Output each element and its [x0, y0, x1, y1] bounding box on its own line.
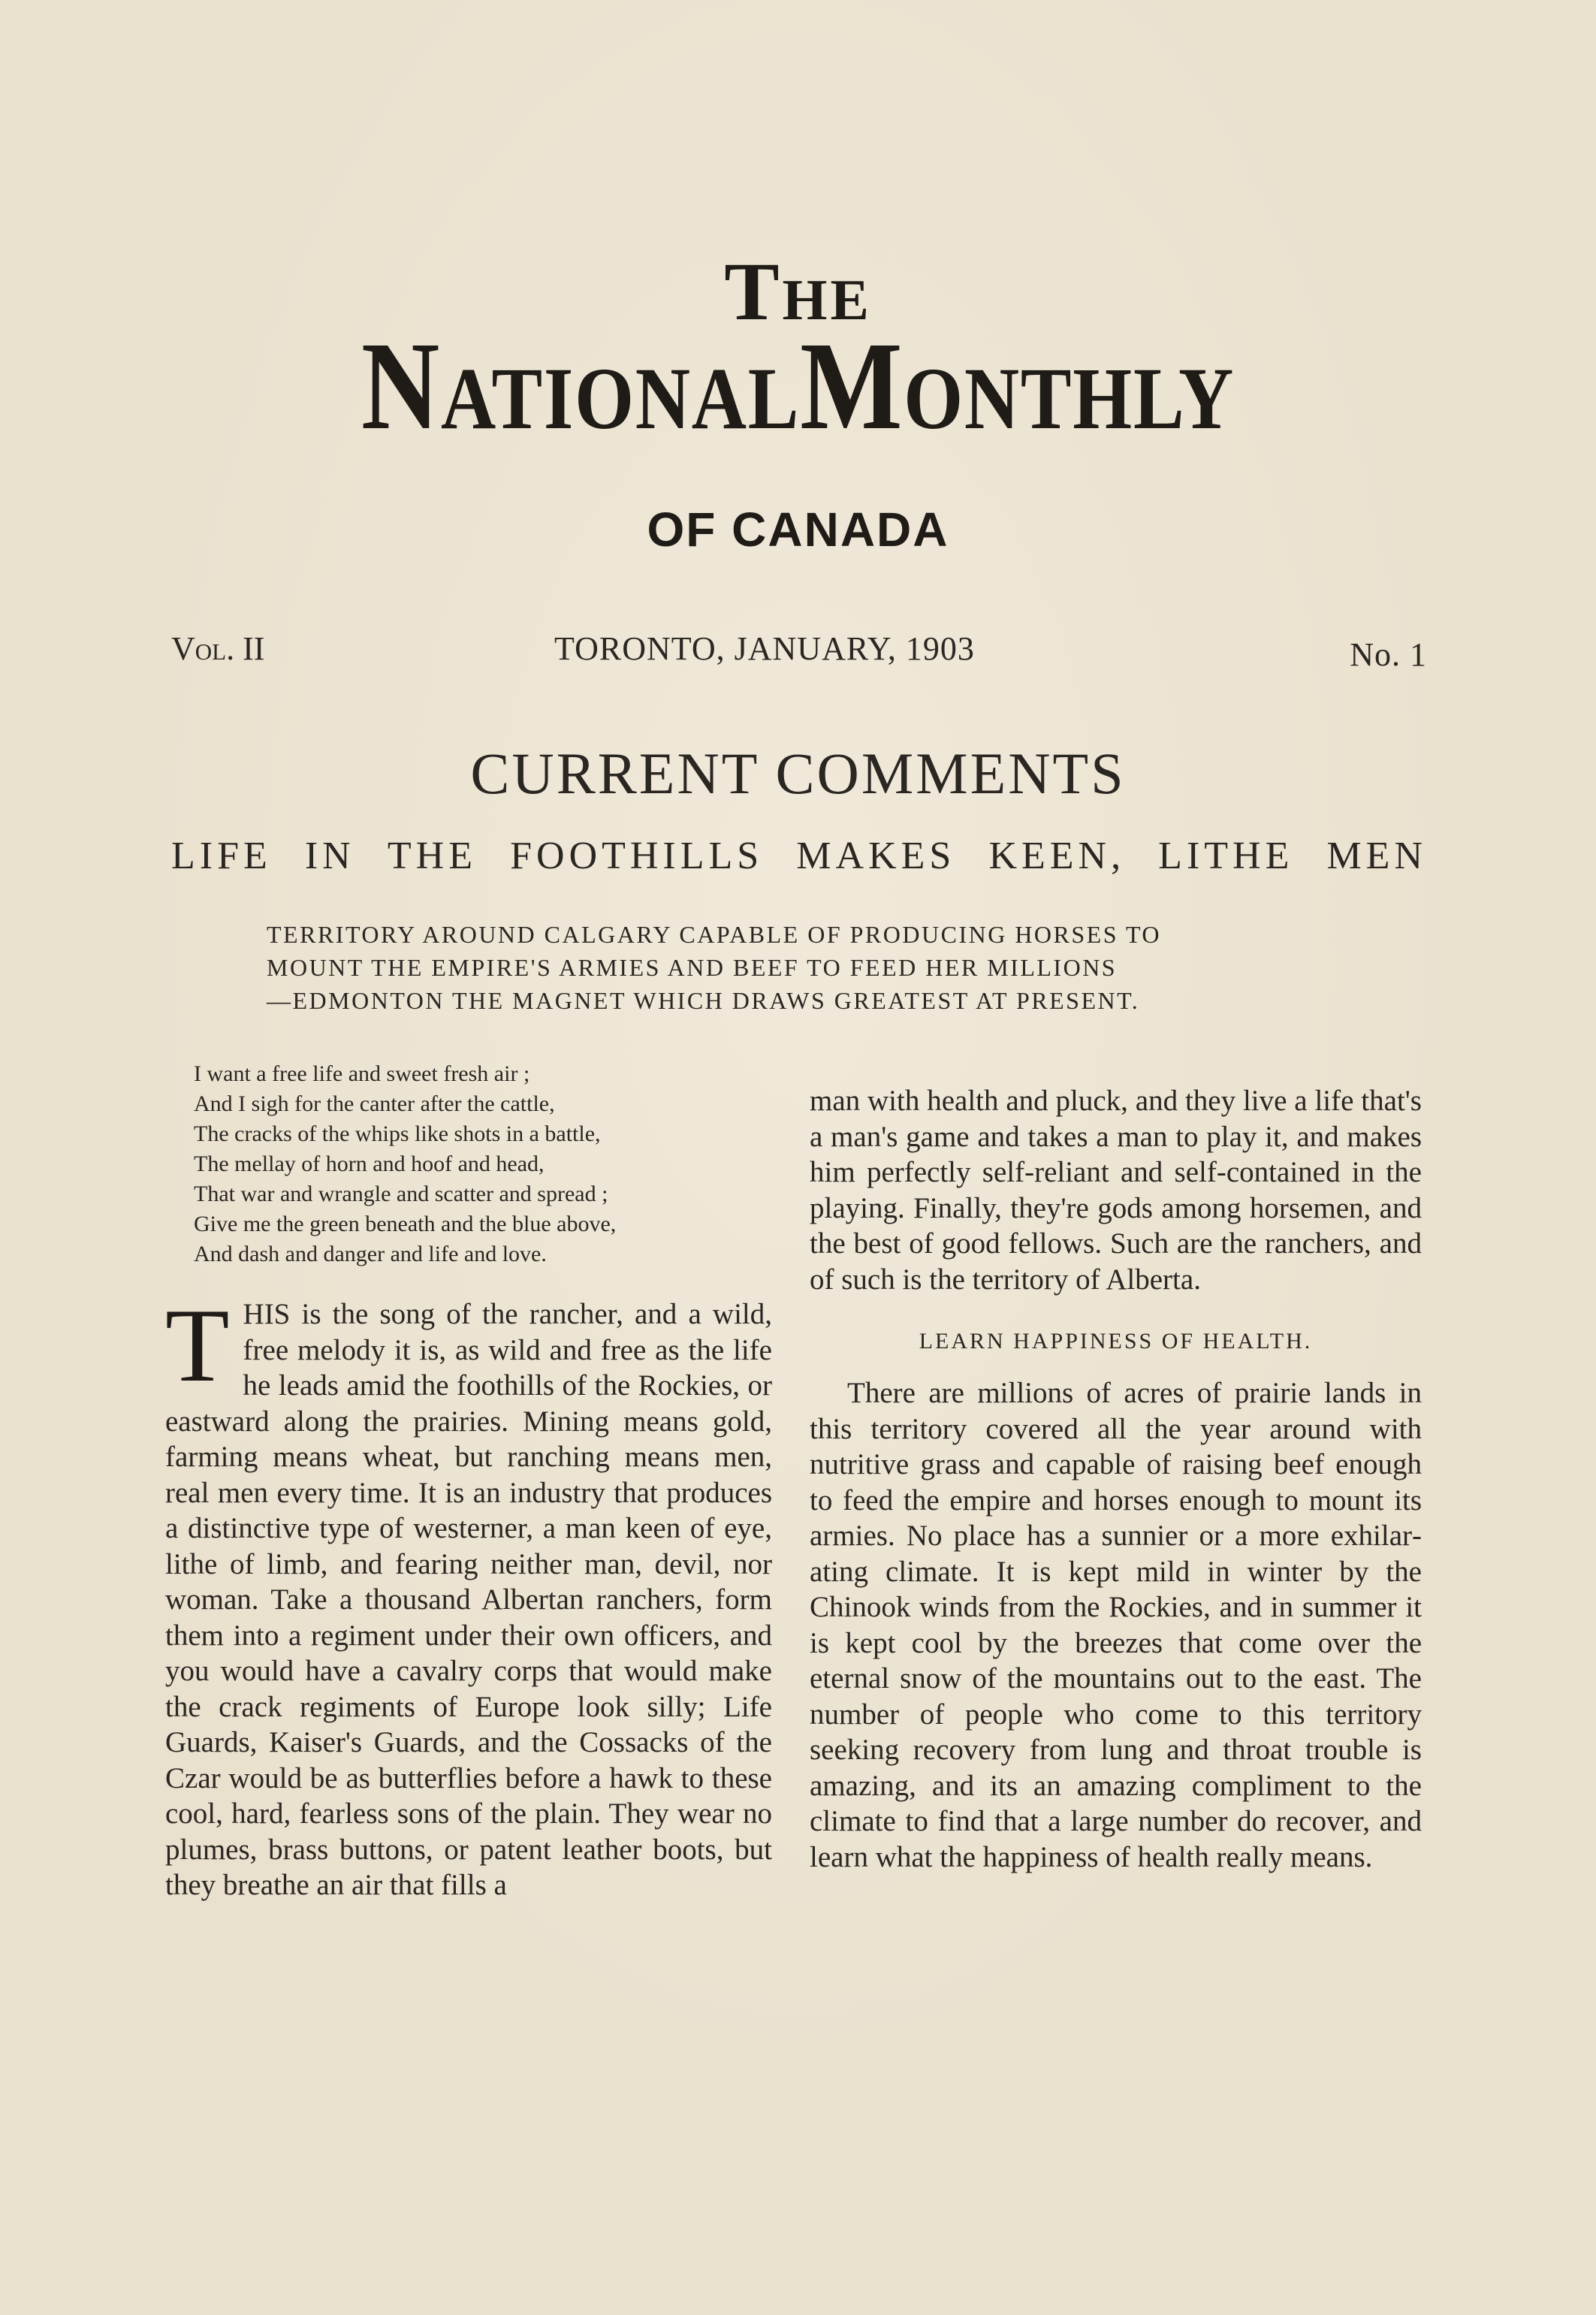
right-column — [810, 1083, 1422, 1875]
section-title: CURRENT COMMENTS — [470, 741, 1126, 806]
poem-line: The mellay of horn and hoof and head, — [194, 1151, 545, 1176]
deck-line: MOUNT THE EMPIRE'S ARMIES AND BEEF TO FEED HER MILLIONS — [267, 954, 1118, 981]
masthead-title: NationalMonthly — [361, 316, 1235, 456]
issue-line — [171, 629, 1427, 675]
volume-label: Vol. II — [171, 630, 265, 667]
masthead-the: The — [724, 246, 872, 337]
deck-line: —EDMONTON THE MAGNET WHICH DRAWS GREATEST AT PRESENT. — [267, 987, 1140, 1014]
poem-line: And dash and danger and life and love. — [194, 1242, 547, 1266]
place-date: TORONTO, JANUARY, 1903 — [554, 630, 975, 667]
poem-line: And I sigh for the canter after the cattle, — [194, 1091, 555, 1116]
poem-line: I want a free life and sweet fresh air ; — [194, 1061, 530, 1086]
continuation-paragraph: man with health and pluck, and they live a life that's a man's game and takes a man to play it, and makes him perfectly self-reliant and self-contained in the playing. Finally, they're gods among horsemen, and the best of good fellows. Such are the ranchers, and of such is the territory of Alberta. — [810, 1085, 1422, 1296]
masthead-subtitle: OF CANADA — [647, 503, 949, 557]
poem-line: That war and wrangle and scatter and spread ; — [194, 1182, 608, 1206]
poem-line: Give me the green beneath and the blue above, — [194, 1212, 617, 1236]
deck-line: TERRITORY AROUND CALGARY CAPABLE OF PRODUCING HORSES TO — [267, 921, 1162, 948]
drop-cap: T — [165, 1287, 230, 1404]
section-subhead: LEARN HAPPINESS OF HEALTH. — [919, 1329, 1313, 1354]
body-text: is the song of the rancher, and a wild, free melody it is, as wild and free as the life he leads amid the foothills of the Rockies, or eastward along the prairies. Mining means gold, farming means wheat, but ranching means men, real men every time. It is an industry that produces a distinctive type of westerner, a man keen of eye, lithe of limb, and fearing neither man, devil, nor woman. Take a thousand Albertan ranchers, form them into a regiment under their own officers, and you would have a cavalry corps that would make the crack regiments of Europe look silly; Life Guards, Kaiser's Guards, and the Cossacks of the Czar would be as butterflies before a hawk to these cool, hard, fearless sons of the plain. They wear no plumes, brass buttons, or patent leather boots, but they breathe an air that fills a — [165, 1298, 772, 1901]
article-headline: LIFE IN THE FOOTHILLS MAKES KEEN, LITHE MEN — [171, 835, 1427, 877]
article-deck — [267, 918, 1333, 1017]
lead-word: HIS — [243, 1298, 291, 1330]
issue-number: No. 1 — [1350, 636, 1427, 673]
poem — [194, 1059, 772, 1269]
health-paragraph: There are millions of acres of prairie lands in this territory covered all the year around with nutritive grass and capable of raising beef enough to feed the empire and horses enough to mount its armies. No place has a sunnier or a more exhilarating climate. It is kept mild in winter by the Chinook winds from the Rockies, and in summer it is kept cool by the breezes that come over the eternal snow of the mountains out to the east. The number of people who come to this territory seeking recovery from lung and throat trouble is amazing, and its an amazing compliment to the climate to find that a large number do recover, and learn what the happiness of health really means. — [810, 1377, 1422, 1873]
poem-line: The cracks of the whips like shots in a battle, — [194, 1121, 601, 1146]
left-column — [165, 1059, 772, 1903]
article-body-left — [165, 1287, 772, 1903]
